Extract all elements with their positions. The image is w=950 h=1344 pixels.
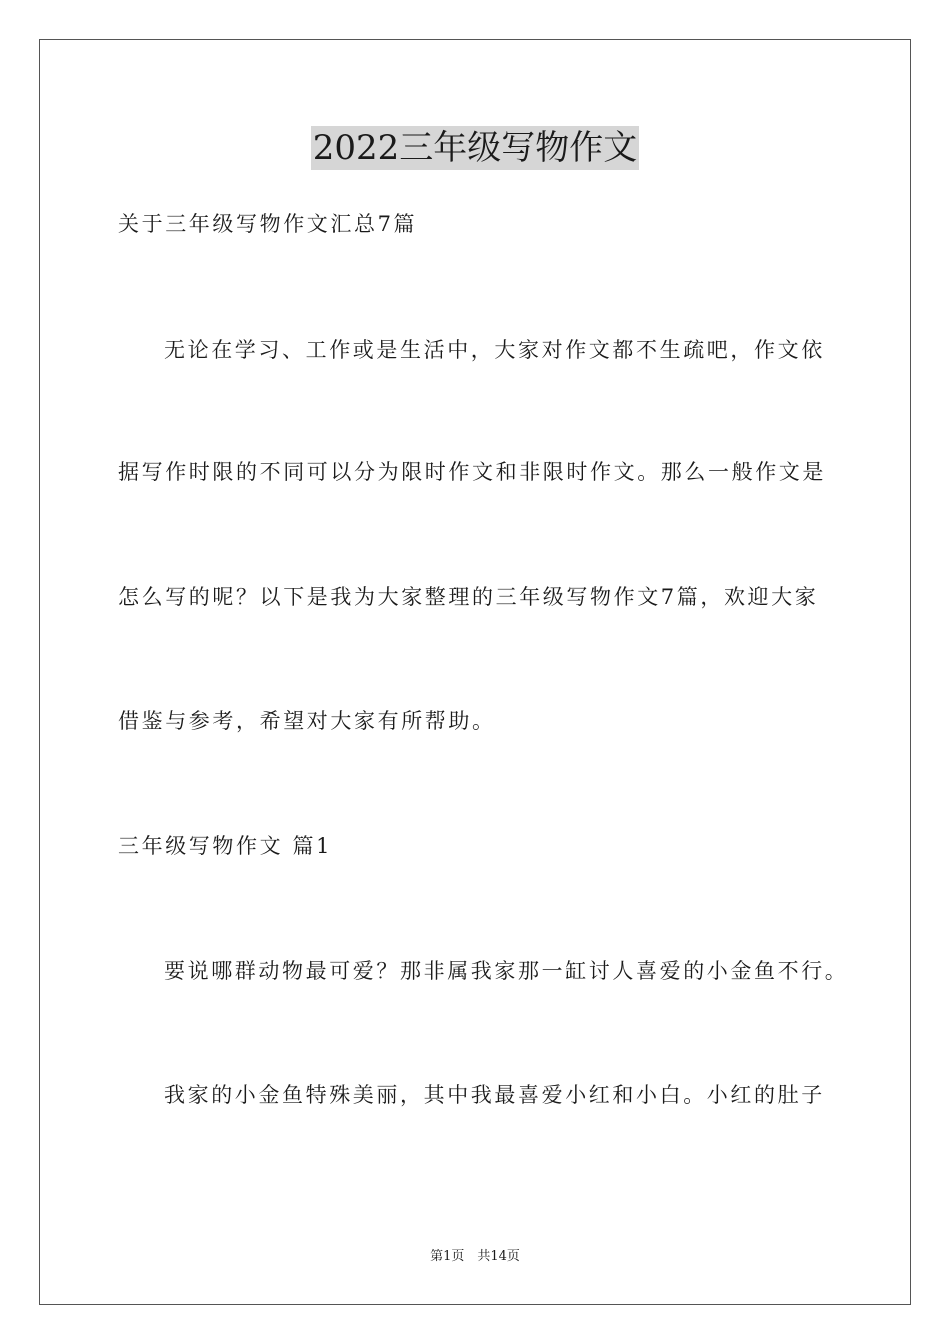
section-heading: 三年级写物作文 篇1 [118,834,333,858]
page-footer: 第1页 共14页 [430,1249,520,1264]
document-subtitle: 关于三年级写物作文汇总7篇 [118,212,418,236]
title-container [0,126,950,170]
intro-line-1: 无论在学习、工作或是生活中，大家对作文都不生疏吧，作文依 [164,338,825,362]
intro-line-4: 借鉴与参考，希望对大家有所帮助。 [118,709,496,733]
intro-line-2: 据写作时限的不同可以分为限时作文和非限时作文。那么一般作文是 [118,460,826,484]
section-line-1: 要说哪群动物最可爱？那非属我家那一缸讨人喜爱的小金鱼不行。 [164,959,849,983]
document-title: 2022三年级写物作文 [312,128,638,168]
intro-line-3: 怎么写的呢？以下是我为大家整理的三年级写物作文7篇，欢迎大家 [118,585,819,609]
section-line-2: 我家的小金鱼特殊美丽，其中我最喜爱小红和小白。小红的肚子 [164,1083,825,1107]
